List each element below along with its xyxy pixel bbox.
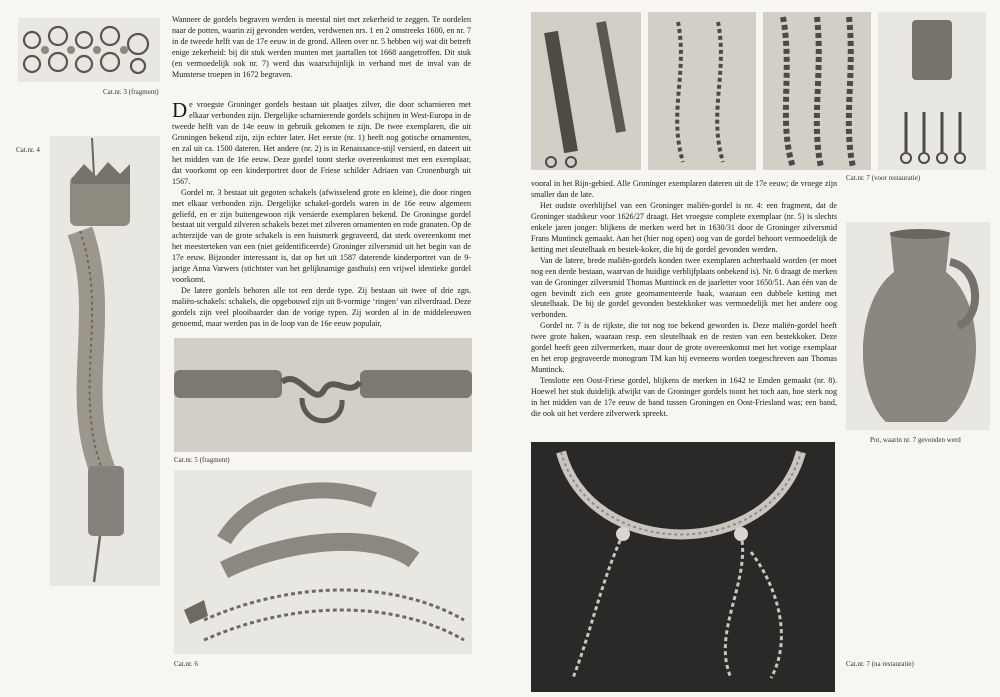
paragraph-belt-3: Gordel nr. 3 bestaat uit gegoten schakels (afwisselend grote en kleine), die door ringen met elkaar verbonden zijn. Dergelijke schakel-gordels waren in de 16e eeuw algemeen geliefd, en er zijn buitengewoon rijk versierde exemplaren bekend. De Groningse gordel bestaat uit verguld zilveren schakels bezet met zilveren ornamenten en rode granaten. Op de achterzijde van de grote schakels is een huismerk gegraveerd, dat sterk overeenkomt met het meesterteken van een (niet geïdentificeerde) Groninger zilversmid uit het begin van de 17e eeuw. Bijzonder interessant is, dat op het uit 1587 daterende kinderportret van de 9-jarige Anna Varwers (stichtster van het gelijknamige gasthuis) een vrijwel identieke gordel voorkomt.	[172, 187, 471, 285]
belt-chain-illustration	[174, 470, 472, 654]
corroded-belt-illustration	[531, 12, 641, 170]
photo-cat7-before-3	[763, 12, 871, 170]
paragraph-east-frisian: Tenslotte een Oost-Friese gordel, blijkens de merken in 1642 te Emden gemaakt (nr. 8). Hoewel het stuk duidelijk afwijkt van de Groninger gordels toont het toch aan, hoe sterk nog in het midden van de 17e eeuw de band tussen Groningen en Oost-Friesland was; een band, die ook uit het verdere zilverwerk spreekt.	[531, 376, 837, 419]
left-main-column	[172, 100, 471, 330]
clasp-illustration	[174, 338, 472, 452]
left-intro-paragraph	[172, 15, 471, 81]
keys-illustration	[878, 12, 986, 170]
photo-cat7-before-2	[648, 12, 756, 170]
paragraph-oldest: Het oudste overblijfsel van een Groninger maliën-gordel is nr. 4: een fragment, dat de Groninger stadskeur voor 1626/27 draagt. Het vroegste complete exemplaar (nr. 5) is slechts enkele jaren jonger: blijkens de merken werd het in 1630/31 door de Groninger zilversmid Frans Muntinck gemaakt. Aan het (hier nog open) oog van de gordel behoort vermoedelijk de ketting met sleutelhaak en bestek-koker, die bij de gordel gevonden werden.	[531, 200, 837, 254]
right-main-column	[531, 179, 837, 420]
chain-illustration	[648, 12, 756, 170]
caption-cat4: Cat.nr. 4	[16, 146, 40, 154]
ornament-chain-illustration	[18, 18, 160, 82]
photo-cat7-before-1	[531, 12, 641, 170]
photo-cat3-fragment	[18, 18, 160, 82]
photo-cat7-before-4	[878, 12, 986, 170]
paragraph-early-belts-text: e vroegste Groninger gordels bestaan uit plaatjes zilver, die door scharnieren met elkaar verbonden zijn. Dergelijke scharnierende gordels schijnen in West-Europa in de tweede helft van de 14e eeuw in gebruik gekomen te zijn. De twee exemplaren, die uit Groningen bekend zijn, zijn echter later. Het eerste (nr. 1) heeft nog gotische ornamenten, en zal uit ca. 1500 dateren. Het andere (nr. 2) is in Renaissance-stijl versierd, en dateert uit het midden van de 16e eeuw. Deze gordel toont sterke overeenkomst met een exemplaar, dat voorkomt op een kinderportret door de Friese schilder Adriaen van Cronenburgh uit 1567.	[172, 100, 471, 186]
restored-belt-illustration	[531, 442, 835, 692]
drop-cap: D	[172, 98, 188, 122]
photo-pot	[846, 222, 990, 430]
belt-illustration	[50, 136, 160, 586]
paragraph-early-belts	[172, 100, 471, 188]
chain-illustration	[763, 12, 871, 170]
paragraph-later-belts: De latere gordels behoren alle tot een derde type. Zij bestaan uit twee of drie zgn. maliën-schakels: schakels, die opgebouwd zijn uit 8-vormige ‘ringen’ van zilverdraad. Deze gordels zijn veel plooibaarder dan de vorige typen. Zij worden al in de middeleeuwen genoemd, maar werden pas in de loop van de 16e eeuw populair,	[172, 286, 471, 329]
caption-cat7-before: Cat.nr. 7 (voor restauratie)	[846, 174, 921, 182]
paragraph-belt-7: Gordel nr. 7 is de rijkste, die tot nog toe bekend geworden is. Deze maliën-gordel heeft twee grote haken, waaraan resp. een sleutelhaak en de resten van een bestekkoker. Deze gordel heeft geen zilvermerken, maar door de grote overeenkomst met het vorige exemplaar en het erop gegraveerde monogram TM kan hij eveneens worden toegeschreven aan Thomas Muntinck.	[531, 321, 837, 375]
photo-cat7-after	[531, 442, 835, 692]
photo-cat6-belt	[174, 470, 472, 654]
intro-text: Wanneer de gordels begraven werden is meestal niet met zekerheid te zeggen. Te oordelen naar de potten, waarin zij gevonden werden, verdwenen nrs. 1 en 2 omstreeks 1600, en nr. 7 in de tweede helft van de 17e eeuw in de grond. Alleen over nr. 5 hebben wij wat dit betreft enige zekerheid: bij dit stuk werden munten met jaartallen tot 1668 aangetroffen. Dit stuk (en vermoedelijk ook nr. 7) werd dus waarschijnlijk in verband met de inval van de Munsterse troepen in 1672 begraven.	[172, 15, 471, 79]
caption-cat5: Cat.nr. 5 (fragment)	[174, 456, 230, 464]
paragraph-later-wide: Van de latere, brede maliën-gordels konden twee exemplaren achterhaald worden (er moet nog een derde bestaan, waarvan de huidige verblijfplaats onbekend is). Nr. 6 draagt de merken van de Groninger zilversmid Thomas Muntinck en de jaarletter voor 1650/51. Aan één van de ogen bevindt zich een grote geornamenteerde haak, waaraan een dubbele ketting met sleutelhaak. De bij de gordel gevonden bestekkoker was vermoedelijk met het andere oog verbonden.	[531, 255, 837, 320]
caption-cat6: Cat.nr. 6	[174, 660, 198, 668]
caption-cat7-after: Cat.nr. 7 (na restauratie)	[846, 660, 914, 668]
paragraph-rhine: vooral in het Rijn-gebied. Alle Groninger exemplaren dateren uit de 17e eeuw; de vroege zijn smaller dan de late.	[531, 179, 837, 199]
caption-cat3: Cat.nr. 3 (fragment)	[103, 88, 159, 96]
photo-cat4-belt	[50, 136, 160, 586]
pot-illustration	[846, 222, 990, 430]
photo-cat5-fragment	[174, 338, 472, 452]
caption-pot: Pot, waarin nr. 7 gevonden werd	[870, 436, 961, 444]
